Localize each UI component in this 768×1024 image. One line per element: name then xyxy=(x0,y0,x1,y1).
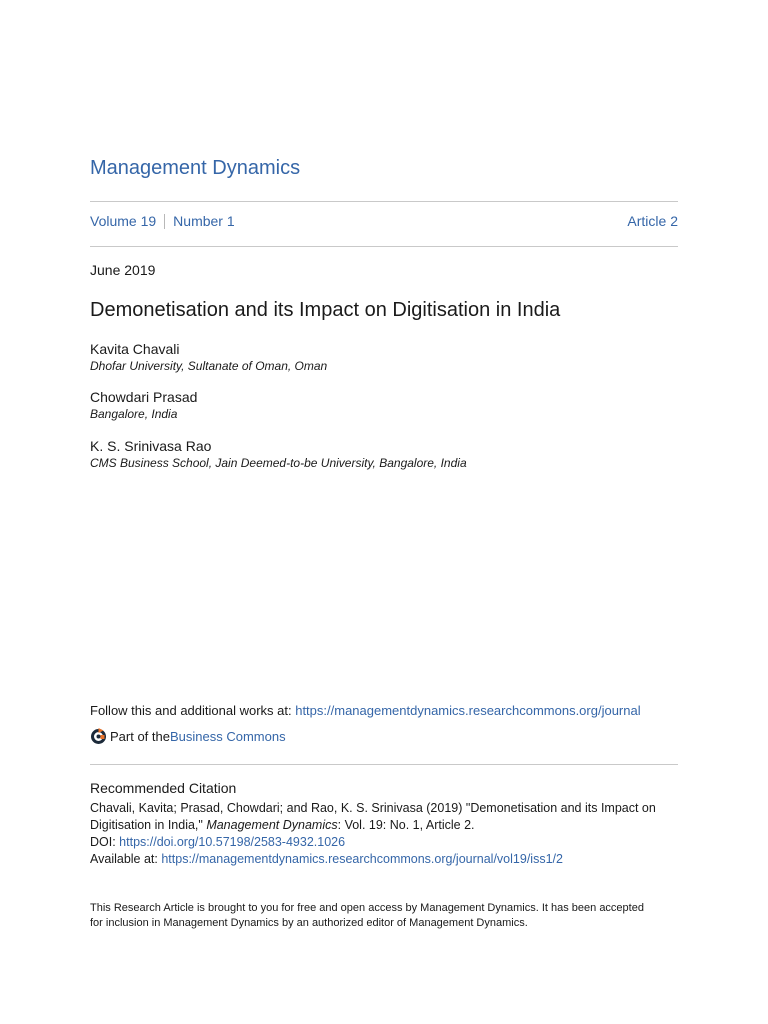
follow-label: Follow this and additional works at: xyxy=(90,703,296,718)
author-name: K. S. Srinivasa Rao xyxy=(90,438,212,454)
author-affiliation: CMS Business School, Jain Deemed-to-be University, Bangalore, India xyxy=(90,456,467,470)
journal-url-link[interactable]: https://managementdynamics.researchcommons.org/journal xyxy=(295,703,641,718)
follow-works xyxy=(90,703,641,718)
part-of-commons xyxy=(90,727,286,745)
citation-line: Chavali, Kavita; Prasad, Chowdari; and Rao, K. S. Srinivasa (2019) "Demonetisation and its Impact on xyxy=(90,801,656,815)
doi-link[interactable]: https://doi.org/10.57198/2583-4932.1026 xyxy=(119,835,346,849)
author-block xyxy=(90,389,197,422)
citation-volume-part: : Vol. 19: No. 1, Article 2. xyxy=(337,818,475,832)
business-commons-link[interactable]: Business Commons xyxy=(169,728,286,744)
bepress-commons-icon xyxy=(90,727,107,745)
author-block xyxy=(90,341,327,374)
access-notice xyxy=(90,901,680,931)
citation-title-part: Digitisation in India," xyxy=(90,818,207,832)
part-of-label: Part of the xyxy=(110,728,170,744)
journal-title-link[interactable]: Management Dynamics xyxy=(90,157,301,179)
author-block xyxy=(90,438,467,471)
article-number-link[interactable]: Article 2 xyxy=(627,213,678,229)
publication-date: June 2019 xyxy=(90,262,156,278)
citation-available xyxy=(90,851,680,868)
author-name: Kavita Chavali xyxy=(90,341,180,357)
author-affiliation: Bangalore, India xyxy=(90,407,178,421)
author-affiliation: Dhofar University, Sultanate of Oman, Oman xyxy=(90,359,328,373)
article-url-link[interactable]: https://managementdynamics.researchcommons.org/journal/vol19/iss1/2 xyxy=(161,852,563,866)
citation-line xyxy=(90,817,680,834)
divider-citation xyxy=(90,764,678,765)
doi-label: DOI: xyxy=(90,835,120,849)
recommended-citation-heading: Recommended Citation xyxy=(90,780,237,796)
citation-journal: Management Dynamics xyxy=(206,818,338,832)
article-title: Demonetisation and its Impact on Digitisation in India xyxy=(90,299,561,321)
citation-doi xyxy=(90,834,680,851)
divider-issue xyxy=(90,246,678,247)
divider-top xyxy=(90,201,678,202)
number-link[interactable]: Number 1 xyxy=(173,213,235,229)
author-name: Chowdari Prasad xyxy=(90,389,198,405)
issue-separator xyxy=(164,214,165,229)
access-notice-line: for inclusion in Management Dynamics by an authorized editor of Management Dynamics. xyxy=(90,917,528,929)
available-label: Available at: xyxy=(90,852,162,866)
volume-link[interactable]: Volume 19 xyxy=(90,213,157,229)
access-notice-line: This Research Article is brought to you for free and open access by Management Dynamics. It has been accepted xyxy=(90,902,644,914)
issue-navigation xyxy=(90,213,678,229)
citation-body xyxy=(90,800,680,868)
